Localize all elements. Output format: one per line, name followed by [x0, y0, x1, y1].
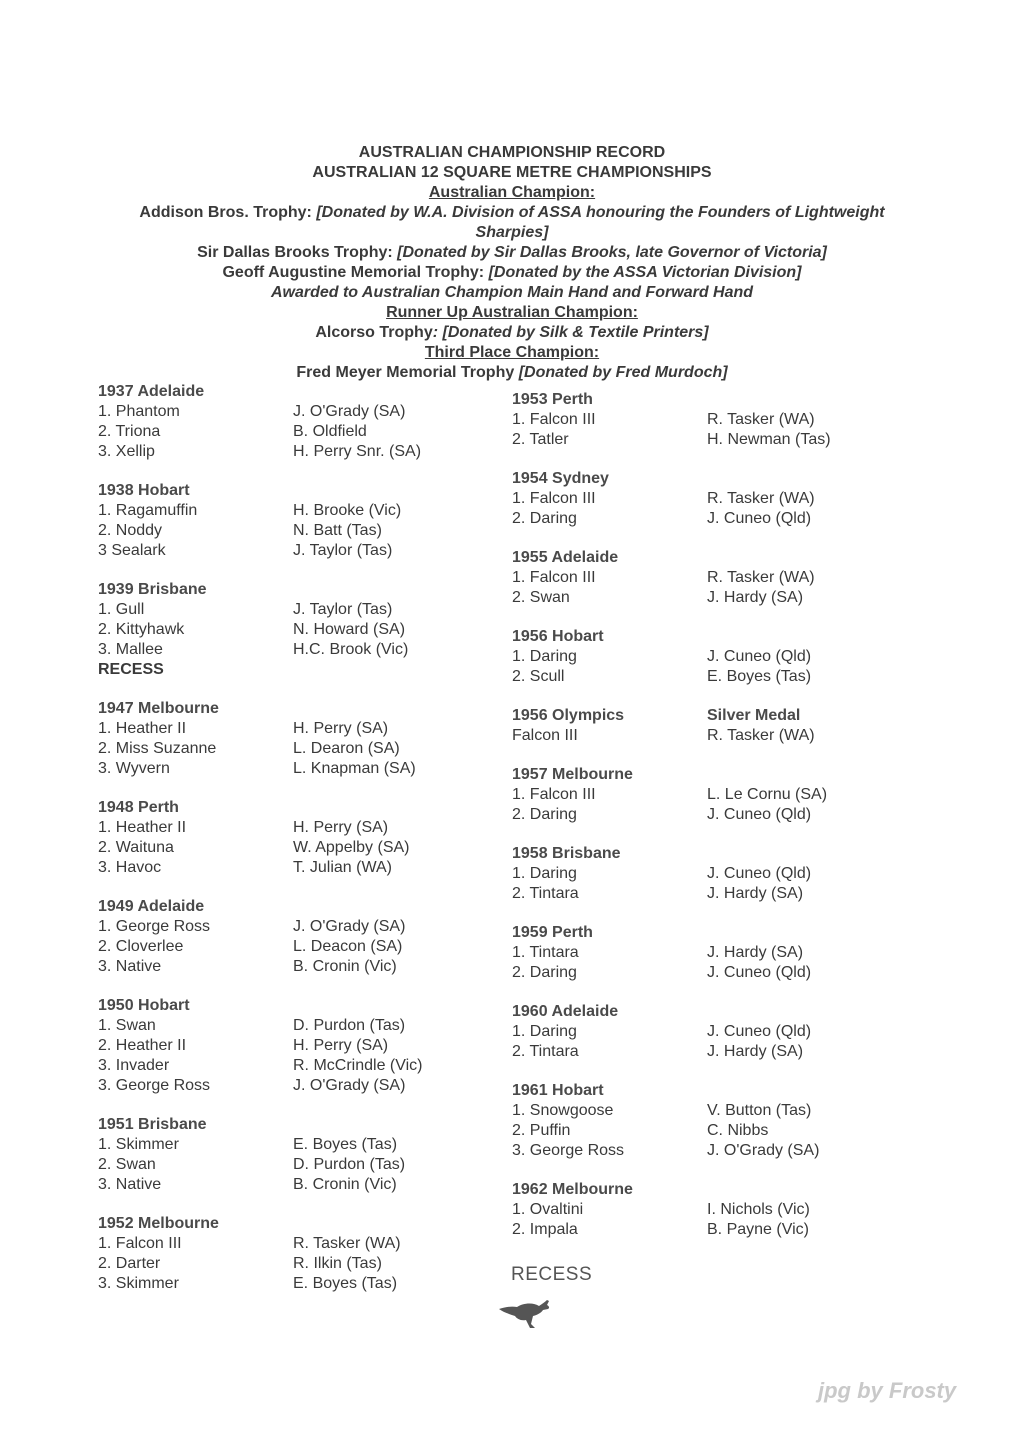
boat-name: 1. Ragamuffin	[98, 502, 198, 519]
result-row	[512, 963, 872, 983]
result-row	[98, 957, 458, 977]
boat-name: 2. Daring	[512, 510, 577, 527]
alcorso-label: Alcorso Trophy	[315, 324, 433, 341]
year-title: 1948 Perth	[98, 799, 179, 816]
result-row	[98, 521, 458, 541]
geoff-label: Geoff Augustine Memorial Trophy:	[222, 264, 485, 281]
result-row	[512, 509, 872, 529]
year-title: 1947 Melbourne	[98, 700, 219, 717]
boat-name: 2. Miss Suzanne	[98, 740, 217, 757]
skipper-name: J. O'Grady (SA)	[293, 403, 406, 420]
meyer-label: Fred Meyer Memorial Trophy	[296, 364, 515, 381]
result-row	[512, 943, 872, 963]
year-title: 1958 Brisbane	[512, 845, 621, 862]
alcorso-trophy-line	[0, 323, 1024, 343]
skipper-name: J. O'Grady (SA)	[293, 1077, 406, 1094]
year-block	[98, 798, 458, 878]
skipper-name: J. Hardy (SA)	[707, 589, 804, 606]
result-row	[512, 410, 872, 430]
skipper-name: C. Nibbs	[707, 1122, 769, 1139]
result-row	[98, 739, 458, 759]
boat-name: 1. Ovaltini	[512, 1201, 584, 1218]
boat-name: 2. Heather II	[98, 1037, 187, 1054]
result-row	[98, 442, 458, 462]
boat-name: 2. Scull	[512, 668, 565, 685]
result-row	[512, 568, 872, 588]
result-row	[512, 1220, 872, 1240]
boat-name: 2. Darter	[98, 1255, 161, 1272]
skipper-name: R. Ilkin (Tas)	[293, 1255, 382, 1272]
result-row	[512, 864, 872, 884]
result-row	[512, 667, 872, 687]
meyer-trophy-line	[0, 363, 1024, 383]
skipper-name: R. Tasker (WA)	[293, 1235, 401, 1252]
result-row	[98, 1254, 458, 1274]
boat-name: 3. Native	[98, 1176, 162, 1193]
year-title: 1960 Adelaide	[512, 1003, 619, 1020]
boat-name: 1. Gull	[98, 601, 145, 618]
dallas-note: [Donated by Sir Dallas Brooks, late Governor of Victoria]	[397, 244, 827, 261]
skipper-name: D. Purdon (Tas)	[293, 1017, 406, 1034]
result-row	[98, 402, 458, 422]
skipper-name: V. Button (Tas)	[707, 1102, 812, 1119]
boat-name: 1. Skimmer	[98, 1136, 179, 1153]
year-block	[98, 481, 458, 561]
result-row	[98, 1175, 458, 1195]
boat-name: 1. Snowgoose	[512, 1102, 614, 1119]
year-title-right: Silver Medal	[707, 707, 801, 724]
skipper-name: J. Hardy (SA)	[707, 944, 804, 961]
third-place-heading: Third Place Champion:	[424, 344, 600, 361]
boat-name: 1. Falcon III	[98, 1235, 182, 1252]
result-row	[98, 1155, 458, 1175]
result-row	[512, 1141, 872, 1161]
boat-name: 1. Heather II	[98, 819, 187, 836]
champion-heading: Australian Champion:	[428, 184, 596, 201]
boat-name: 2. Tatler	[512, 431, 569, 448]
boat-name: 1. Heather II	[98, 720, 187, 737]
recess-label: RECESS	[98, 661, 164, 678]
skipper-name: H. Perry (SA)	[293, 1037, 389, 1054]
skipper-name: T. Julian (WA)	[293, 859, 392, 876]
meyer-note: [Donated by Fred Murdoch]	[518, 364, 728, 381]
result-row	[512, 1022, 872, 1042]
result-row	[512, 1121, 872, 1141]
addison-note-cont: Sharpies]	[475, 224, 549, 241]
skipper-name: J. Cuneo (Qld)	[707, 865, 812, 882]
addison-note: [Donated by W.A. Division of ASSA honouring the Founders of Lightweight	[316, 204, 885, 221]
year-block	[512, 1002, 872, 1062]
skipper-name: R. Tasker (WA)	[707, 569, 815, 586]
boat-name: 3. George Ross	[512, 1142, 625, 1159]
kangaroo-icon	[497, 1296, 551, 1330]
boat-name: 3. Havoc	[98, 859, 162, 876]
skipper-name: E. Boyes (Tas)	[293, 1136, 398, 1153]
skipper-name: B. Oldfield	[293, 423, 367, 440]
skipper-name: J. Hardy (SA)	[707, 1043, 804, 1060]
skipper-name: H.C. Brook (Vic)	[293, 641, 409, 658]
skipper-name: B. Cronin (Vic)	[293, 1176, 397, 1193]
skipper-name: J. Cuneo (Qld)	[707, 806, 812, 823]
dallas-label: Sir Dallas Brooks Trophy:	[197, 244, 393, 261]
skipper-name: L. Deacon (SA)	[293, 938, 403, 955]
skipper-name: H. Brooke (Vic)	[293, 502, 402, 519]
year-title: 1962 Melbourne	[512, 1181, 633, 1198]
boat-name: 2. Puffin	[512, 1122, 571, 1139]
boat-name: 1. Falcon III	[512, 569, 596, 586]
year-block	[98, 580, 458, 680]
boat-name: 2. Triona	[98, 423, 161, 440]
year-title: 1955 Adelaide	[512, 549, 619, 566]
result-row	[98, 1135, 458, 1155]
result-row	[98, 1076, 458, 1096]
skipper-name: N. Batt (Tas)	[293, 522, 382, 539]
skipper-name: J. Cuneo (Qld)	[707, 510, 812, 527]
boat-name: 1. Tintara	[512, 944, 579, 961]
year-block	[512, 1180, 872, 1240]
skipper-name: B. Cronin (Vic)	[293, 958, 397, 975]
boat-name: Falcon III	[512, 727, 578, 744]
skipper-name: B. Payne (Vic)	[707, 1221, 809, 1238]
result-row	[98, 759, 458, 779]
skipper-name: J. O'Grady (SA)	[293, 918, 406, 935]
year-title: 1949 Adelaide	[98, 898, 205, 915]
skipper-name: E. Boyes (Tas)	[707, 668, 812, 685]
year-block	[512, 923, 872, 983]
boat-name: 3. Mallee	[98, 641, 163, 658]
result-row	[98, 1056, 458, 1076]
skipper-name: L. Dearon (SA)	[293, 740, 400, 757]
result-row	[98, 719, 458, 739]
year-title: 1959 Perth	[512, 924, 593, 941]
skipper-name: R. Tasker (WA)	[707, 727, 815, 744]
left-results-column	[98, 382, 458, 1313]
boat-name: 1. Daring	[512, 1023, 577, 1040]
year-title: 1938 Hobart	[98, 482, 190, 499]
skipper-name: H. Perry Snr. (SA)	[293, 443, 422, 460]
result-row	[512, 1042, 872, 1062]
skipper-name: J. O'Grady (SA)	[707, 1142, 820, 1159]
result-row	[98, 858, 458, 878]
result-row	[512, 785, 872, 805]
result-row	[98, 818, 458, 838]
boat-name: 2. Daring	[512, 964, 577, 981]
year-block	[98, 1214, 458, 1294]
year-block	[98, 1115, 458, 1195]
result-row	[98, 600, 458, 620]
boat-name: 2. Daring	[512, 806, 577, 823]
alcorso-note: : [Donated by Silk & Textile Printers]	[432, 324, 709, 341]
boat-name: 1. Swan	[98, 1017, 156, 1034]
result-row	[98, 1234, 458, 1254]
year-title: 1961 Hobart	[512, 1082, 604, 1099]
result-row	[98, 422, 458, 442]
result-row	[98, 1036, 458, 1056]
photo-credit: jpg by Frosty	[818, 1378, 957, 1403]
year-block	[512, 765, 872, 825]
boat-name: 1. Falcon III	[512, 490, 596, 507]
result-row	[512, 884, 872, 904]
result-row	[512, 726, 872, 746]
title-line-1: AUSTRALIAN CHAMPIONSHIP RECORD	[358, 144, 666, 161]
skipper-name: H. Newman (Tas)	[707, 431, 831, 448]
result-row	[512, 805, 872, 825]
boat-name: 1. Daring	[512, 648, 577, 665]
geoff-note: [Donated by the ASSA Victorian Division]	[488, 264, 802, 281]
result-row	[98, 937, 458, 957]
skipper-name: I. Nichols (Vic)	[707, 1201, 810, 1218]
boat-name: 2. Kittyhawk	[98, 621, 185, 638]
year-block	[512, 390, 872, 450]
boat-name: 2. Impala	[512, 1221, 578, 1238]
year-title: 1939 Brisbane	[98, 581, 207, 598]
year-title: 1951 Brisbane	[98, 1116, 207, 1133]
year-block	[98, 996, 458, 1096]
recess-label: RECESS	[511, 1264, 593, 1285]
awarded-line: Awarded to Australian Champion Main Hand and Forward Hand	[270, 284, 754, 301]
document-header	[0, 143, 1024, 383]
year-block	[512, 469, 872, 529]
skipper-name: L. Le Cornu (SA)	[707, 786, 828, 803]
boat-name: 2. Waituna	[98, 839, 174, 856]
skipper-name: H. Perry (SA)	[293, 720, 389, 737]
year-title: 1953 Perth	[512, 391, 593, 408]
boat-name: 2. Tintara	[512, 1043, 579, 1060]
runner-up-heading: Runner Up Australian Champion:	[386, 304, 638, 321]
skipper-name: J. Taylor (Tas)	[293, 601, 393, 618]
dallas-trophy-line	[0, 243, 1024, 263]
result-row	[98, 620, 458, 640]
year-block	[98, 897, 458, 977]
result-row	[512, 430, 872, 450]
result-row	[512, 1101, 872, 1121]
boat-name: 3. Xellip	[98, 443, 155, 460]
result-row	[98, 541, 458, 561]
result-row	[512, 588, 872, 608]
boat-name: 3. Native	[98, 958, 162, 975]
skipper-name: J. Cuneo (Qld)	[707, 1023, 812, 1040]
result-row	[512, 647, 872, 667]
boat-name: 3. Skimmer	[98, 1275, 179, 1292]
skipper-name: J. Cuneo (Qld)	[707, 648, 812, 665]
result-row	[98, 917, 458, 937]
result-row	[98, 1274, 458, 1294]
boat-name: 2. Swan	[98, 1156, 156, 1173]
boat-name: 2. Swan	[512, 589, 570, 606]
year-title: 1954 Sydney	[512, 470, 609, 487]
geoff-trophy-line	[0, 263, 1024, 283]
skipper-name: E. Boyes (Tas)	[293, 1275, 398, 1292]
right-results-column	[512, 390, 872, 1259]
title-line-2: AUSTRALIAN 12 SQUARE METRE CHAMPIONSHIPS	[312, 164, 712, 181]
year-title: 1956 Hobart	[512, 628, 604, 645]
year-block	[512, 1081, 872, 1161]
addison-label: Addison Bros. Trophy:	[139, 204, 312, 221]
skipper-name: R. Tasker (WA)	[707, 490, 815, 507]
year-title: 1957 Melbourne	[512, 766, 633, 783]
boat-name: 1. Daring	[512, 865, 577, 882]
year-block	[512, 706, 872, 746]
skipper-name: W. Appelby (SA)	[293, 839, 410, 856]
skipper-name: J. Cuneo (Qld)	[707, 964, 812, 981]
boat-name: 2. Cloverlee	[98, 938, 184, 955]
skipper-name: L. Knapman (SA)	[293, 760, 416, 777]
year-title: 1950 Hobart	[98, 997, 190, 1014]
year-title: 1952 Melbourne	[98, 1215, 219, 1232]
boat-name: 1. Falcon III	[512, 411, 596, 428]
year-title: 1937 Adelaide	[98, 383, 205, 400]
skipper-name: N. Howard (SA)	[293, 621, 406, 638]
skipper-name: H. Perry (SA)	[293, 819, 389, 836]
boat-name: 1. George Ross	[98, 918, 211, 935]
boat-name: 3 Sealark	[98, 542, 166, 559]
result-row	[98, 1016, 458, 1036]
year-block	[512, 844, 872, 904]
year-title: 1956 Olympics	[512, 707, 625, 724]
boat-name: 1. Phantom	[98, 403, 180, 420]
boat-name: 1. Falcon III	[512, 786, 596, 803]
addison-trophy-line	[0, 203, 1024, 223]
boat-name: 3. Wyvern	[98, 760, 170, 777]
skipper-name: J. Hardy (SA)	[707, 885, 804, 902]
year-block	[98, 382, 458, 462]
boat-name: 2. Tintara	[512, 885, 579, 902]
skipper-name: D. Purdon (Tas)	[293, 1156, 406, 1173]
result-row	[98, 640, 458, 660]
result-row	[512, 1200, 872, 1220]
skipper-name: R. Tasker (WA)	[707, 411, 815, 428]
year-block	[512, 548, 872, 608]
year-block	[98, 699, 458, 779]
result-row	[512, 489, 872, 509]
result-row	[98, 838, 458, 858]
boat-name: 3. Invader	[98, 1057, 170, 1074]
skipper-name: J. Taylor (Tas)	[293, 542, 393, 559]
boat-name: 2. Noddy	[98, 522, 163, 539]
skipper-name: R. McCrindle (Vic)	[293, 1057, 423, 1074]
year-block	[512, 627, 872, 687]
result-row	[98, 501, 458, 521]
boat-name: 3. George Ross	[98, 1077, 211, 1094]
